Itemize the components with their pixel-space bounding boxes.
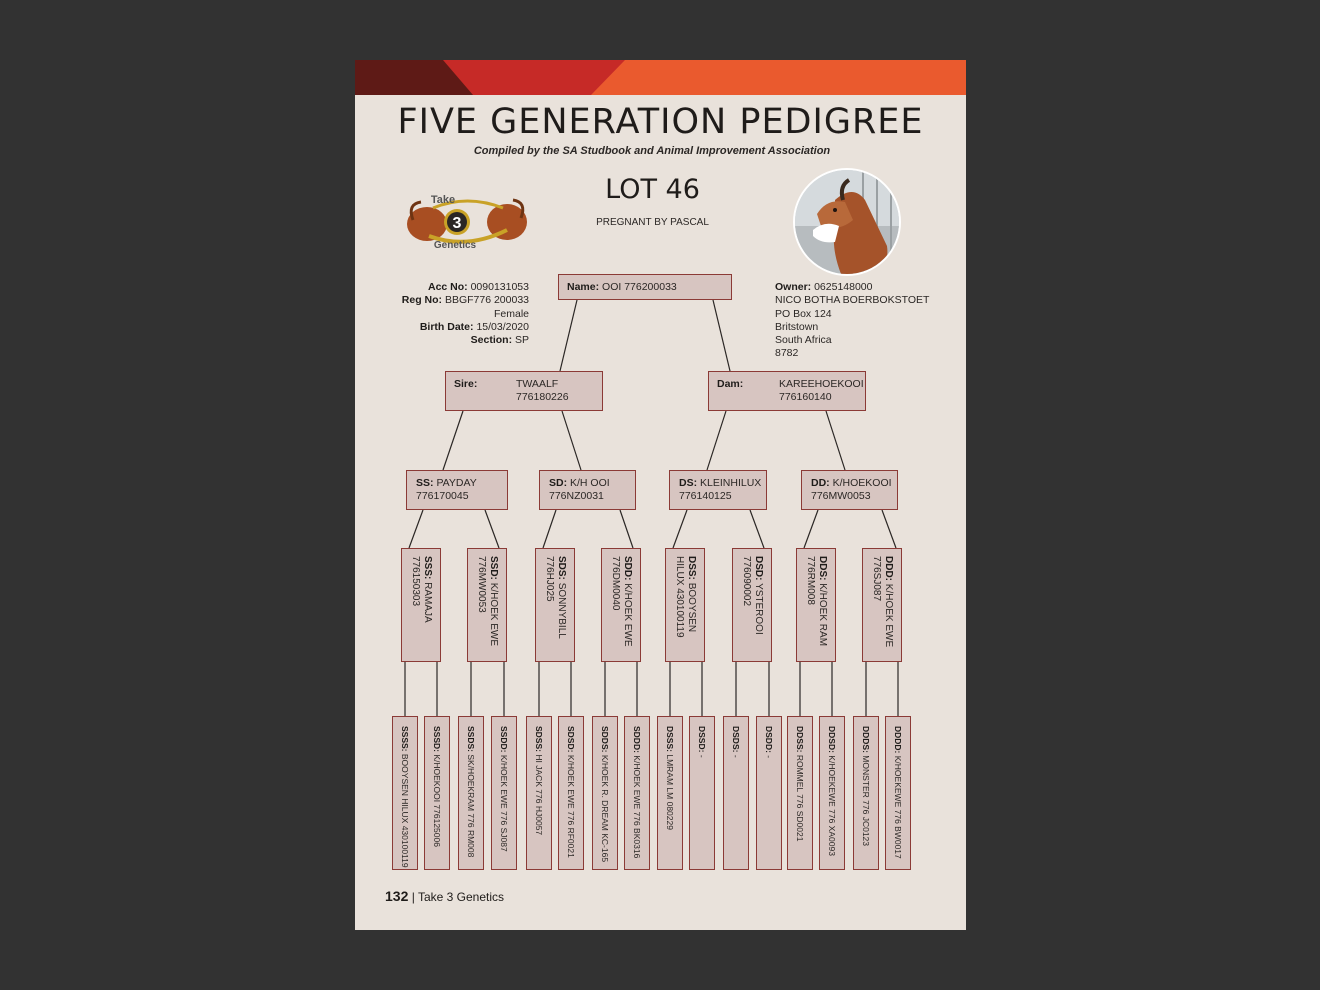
gen3-label: SS: xyxy=(416,477,434,489)
gen4-box-sss xyxy=(401,548,441,662)
gen5-value: - xyxy=(764,755,774,759)
gen4-box-sdd xyxy=(601,548,641,662)
gen5-value: HI JACK 776 HJ0057 xyxy=(534,754,544,836)
page-subtitle: Compiled by the SA Studbook and Animal Improvement Association xyxy=(473,145,831,157)
gen4-line2: 776DM0040 xyxy=(610,556,621,611)
gen5-box xyxy=(592,716,618,870)
gen5-value: K/HOEKEWE 776 BW0017 xyxy=(893,755,903,859)
section-value: SP xyxy=(514,334,529,347)
gen3-name: PAYDAY xyxy=(436,477,477,489)
gen4-line1: K/HOEK EWE xyxy=(883,583,894,648)
gen5-box xyxy=(853,716,879,870)
gen4-line2: 776090002 xyxy=(741,556,752,607)
gen5-label: DDDS: xyxy=(861,726,871,753)
gen3-box-ss xyxy=(406,470,508,510)
lot-number: LOT 46 xyxy=(605,174,700,205)
reg-value: BBGF776 200033 xyxy=(444,294,529,307)
gen3-box-ds xyxy=(669,470,767,510)
owner-address-line: Britstown xyxy=(775,320,819,333)
gen5-box xyxy=(392,716,418,870)
dam-label: Dam: xyxy=(717,378,744,390)
gen5-value: K/HOEKEWE 776 XA0093 xyxy=(827,755,837,856)
gen5-value: BOOYSEN HILUX 430100119 xyxy=(400,753,410,868)
gen5-label: SDSS: xyxy=(534,726,544,752)
gen5-box xyxy=(787,716,813,870)
sire-label: Sire: xyxy=(454,378,478,390)
gen4-label: SSD: xyxy=(488,556,499,580)
publication-name: Take 3 Genetics xyxy=(417,890,504,904)
gen4-line1: K/HOEK EWE xyxy=(488,582,499,647)
gen5-value: - xyxy=(697,754,707,758)
gen5-label: SSDD: xyxy=(499,726,509,753)
gen5-box xyxy=(491,716,517,870)
gen4-box-sds xyxy=(535,548,575,662)
gen5-label: DSSD: xyxy=(697,726,707,753)
section-label: Section: xyxy=(470,334,513,347)
gen4-box-ssd xyxy=(467,548,507,662)
gen3-reg: 776NZ0031 xyxy=(549,490,604,502)
pedigree-page xyxy=(355,60,966,930)
dam-name: KAREEHOEKOOI xyxy=(779,378,864,390)
owner-label: Owner: xyxy=(775,281,812,293)
gen5-box xyxy=(624,716,650,870)
footer-separator: | xyxy=(411,890,415,904)
owner-address-line: 8782 xyxy=(775,347,799,360)
page-footer xyxy=(385,888,504,904)
gen4-label: DDD: xyxy=(883,556,894,581)
gen5-box xyxy=(657,716,683,870)
gen4-line1: YSTEROOI xyxy=(753,583,764,635)
owner-phone: 0625148000 xyxy=(814,281,873,293)
gen5-label: SDDD: xyxy=(632,726,642,753)
gen5-box xyxy=(723,716,749,870)
gen5-value: K/HOEK EWE 776 BK0316 xyxy=(632,755,642,859)
gen5-box xyxy=(885,716,911,870)
gen5-label: SDSD: xyxy=(566,726,576,753)
logo-text-bottom: Genetics xyxy=(433,240,477,251)
owner-address-line: PO Box 124 xyxy=(775,307,832,320)
sire-name: TWAALF xyxy=(516,378,559,390)
gen4-line2: 776HJ025 xyxy=(544,556,555,602)
gen3-label: DD: xyxy=(811,477,830,489)
gen5-label: SSSD: xyxy=(432,726,442,752)
gen4-label: DDS: xyxy=(817,556,828,581)
gen4-label: DSS: xyxy=(686,556,697,580)
gen4-line2: 776MW0053 xyxy=(476,556,487,613)
gen3-reg: 776MW0053 xyxy=(811,490,871,502)
gen5-box xyxy=(424,716,450,870)
sex-value: Female xyxy=(493,307,529,320)
gen5-label: SSSS: xyxy=(400,726,410,752)
gen4-line1: RAMAJA xyxy=(422,582,433,623)
gen5-label: DSDD: xyxy=(764,726,774,753)
gen5-label: SDDS: xyxy=(600,726,610,753)
gen4-label: SDS: xyxy=(556,556,567,580)
name-value: OOI 776200033 xyxy=(602,281,677,293)
gen4-label: SSS: xyxy=(422,556,433,580)
acc-label: Acc No: xyxy=(427,281,468,293)
gen4-line2: 776RM008 xyxy=(805,556,816,605)
name-label: Name: xyxy=(567,281,600,293)
gen4-line1: SONNYBILL xyxy=(556,582,567,639)
logo-number: 3 xyxy=(452,215,462,232)
sire-reg: 776180226 xyxy=(516,391,569,403)
gen5-label: DSDS: xyxy=(731,726,741,753)
acc-value: 0090131053 xyxy=(470,281,529,293)
gen4-box-dds xyxy=(796,548,836,662)
gen5-box xyxy=(558,716,584,870)
sire-box xyxy=(445,371,603,411)
gen3-box-dd xyxy=(801,470,898,510)
birth-value: 15/03/2020 xyxy=(476,320,529,333)
gen5-label: SSDS: xyxy=(466,726,476,752)
owner-name: NICO BOTHA BOERBOKSTOET xyxy=(775,294,930,307)
gen5-label: DDDD: xyxy=(893,726,903,754)
gen3-name: K/HOEKOOI xyxy=(832,477,892,489)
gen3-label: DS: xyxy=(679,477,698,489)
gen3-box-sd xyxy=(539,470,636,510)
gen5-box xyxy=(458,716,484,870)
gen5-value: SK/HOEKRAM 776 RM008 xyxy=(466,754,476,858)
gen3-name: K/H OOI xyxy=(570,477,610,489)
gen5-label: DDSD: xyxy=(827,726,837,753)
gen4-label: DSD: xyxy=(753,556,764,581)
gen3-reg: 776170045 xyxy=(416,490,469,502)
gen4-line2: HILUX 430100119 xyxy=(674,556,685,638)
gen5-box xyxy=(689,716,715,870)
gen4-label: SDD: xyxy=(622,556,633,581)
gen3-name: KLEINHILUX xyxy=(700,477,762,489)
birth-label: Birth Date: xyxy=(419,320,474,333)
page-number: 132 xyxy=(385,888,409,904)
gen5-value: K/HOEK R. DREAM KC-165 xyxy=(600,754,610,863)
gen4-line1: K/HOEK RAM xyxy=(817,583,828,647)
gen5-label: DSSS: xyxy=(665,726,675,752)
gen5-value: ROMMEL 776 SD0021 xyxy=(795,754,805,842)
logo-text-top: Take xyxy=(430,194,456,206)
gen5-value: K/HOEK EWE 776 RF0021 xyxy=(566,754,576,858)
gen5-box xyxy=(526,716,552,870)
dam-reg: 776160140 xyxy=(779,391,832,403)
pregnancy-note: PREGNANT BY PASCAL xyxy=(596,217,709,228)
animal-name-box xyxy=(558,274,732,300)
gen5-box xyxy=(756,716,782,870)
gen4-box-ddd xyxy=(862,548,902,662)
gen5-value: LMRAM LM 080229 xyxy=(665,754,675,830)
gen4-box-dsd xyxy=(732,548,772,662)
gen3-reg: 776140125 xyxy=(679,490,732,502)
gen5-value: K/HOEK EWE 776 SJ087 xyxy=(499,754,509,852)
gen5-value: K/HOEKOOI 776125006 xyxy=(432,754,442,847)
dam-box xyxy=(708,371,866,411)
gen4-line2: 776150303 xyxy=(410,556,421,607)
gen5-label: DDSS: xyxy=(795,726,805,753)
reg-label: Reg No: xyxy=(401,294,443,307)
gen5-box xyxy=(819,716,845,870)
owner-address-line: South Africa xyxy=(775,334,832,347)
gen4-line1: K/HOEK EWE xyxy=(622,583,633,647)
page-title: FIVE GENERATION PEDIGREE xyxy=(397,102,924,142)
gen4-line2: 776SJ087 xyxy=(871,556,882,602)
gen5-value: - xyxy=(731,754,741,758)
gen5-value: MONSTER 776 JC0123 xyxy=(861,755,871,846)
gen4-line1: BOOYSEN xyxy=(686,582,697,633)
gen4-box-dss xyxy=(665,548,705,662)
gen3-label: SD: xyxy=(549,477,568,489)
